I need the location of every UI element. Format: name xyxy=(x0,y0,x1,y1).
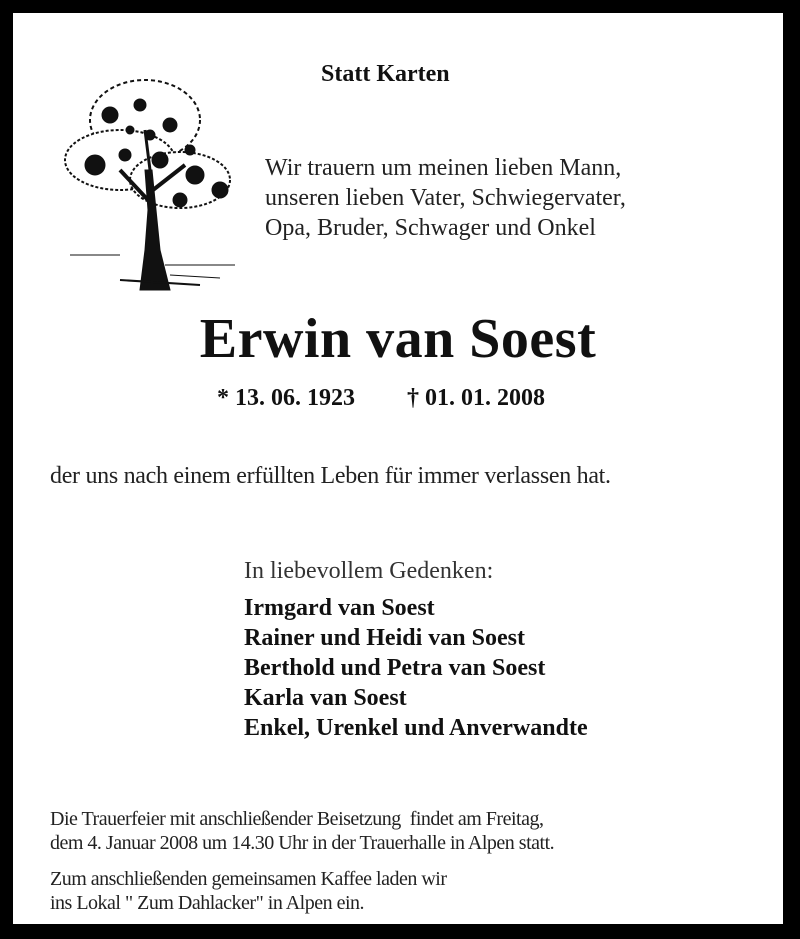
intro-line: Wir trauern um meinen lieben Mann, xyxy=(265,155,622,181)
life-dates xyxy=(217,385,545,412)
coffee-info xyxy=(50,867,447,915)
birth-date: * 13. 06. 1923 xyxy=(217,385,355,411)
mourner: Irmgard van Soest xyxy=(244,595,435,621)
intro-text xyxy=(265,153,626,243)
obituary-card xyxy=(13,13,783,924)
coffee-line: Zum anschließenden gemeinsamen Kaffee laden wir xyxy=(50,868,447,890)
coffee-line: ins Lokal " Zum Dahlacker" in Alpen ein. xyxy=(50,892,365,914)
ceremony-line: dem 4. Januar 2008 um 14.30 Uhr in der Trauerhalle in Alpen statt. xyxy=(50,832,555,854)
mourner: Berthold und Petra van Soest xyxy=(244,655,546,681)
mourner: Karla van Soest xyxy=(244,685,407,711)
mourner: Rainer und Heidi van Soest xyxy=(244,625,525,651)
intro-line: unseren lieben Vater, Schwiegervater, xyxy=(265,185,626,211)
tree-icon xyxy=(50,60,250,295)
mourners-list xyxy=(244,593,588,743)
tribute-text: der uns nach einem erfüllten Leben für immer verlassen hat. xyxy=(50,463,611,489)
intro-line: Opa, Bruder, Schwager und Onkel xyxy=(265,215,596,241)
death-date: † 01. 01. 2008 xyxy=(407,385,545,411)
ceremony-info xyxy=(50,807,554,855)
memory-label: In liebevollem Gedenken: xyxy=(244,558,494,584)
deceased-name: Erwin van Soest xyxy=(199,308,597,370)
heading-statt-karten: Statt Karten xyxy=(321,61,450,87)
mourner: Enkel, Urenkel und Anverwandte xyxy=(244,715,588,741)
ceremony-line: Die Trauerfeier mit anschließender Beisetzung findet am Freitag, xyxy=(50,808,544,830)
